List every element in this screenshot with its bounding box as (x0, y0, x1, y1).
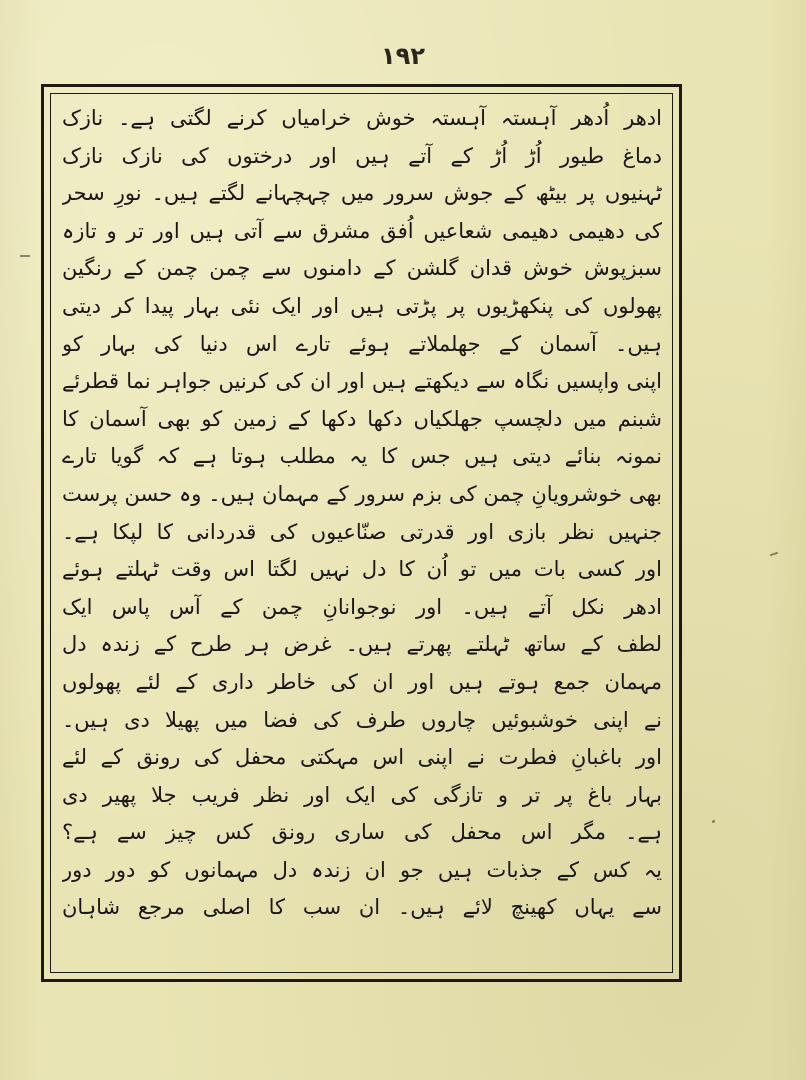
text-line: شبنم میں دلچسپ جھلکیاں دکھا دکھا کے زمین کو بھی آسمان کا (62, 406, 662, 431)
text-line: سبزپوش خوش قدان گلشن کے دامنوں سے چمن چمن کے رنگین (62, 256, 662, 281)
text-line: یہ کس کے جذبات ہیں جو ان زندہ دل مہمانوں کو دور دور (62, 857, 662, 882)
text-line: پھولوں کی پنکھڑیوں پر پڑتی ہیں اور ایک نئی بہار پیدا کر دیتی (62, 293, 662, 318)
text-line: لطف کے ساتھ ٹہلتے پھرتے ہیں۔ غرض ہر طرح کے زندہ دل (62, 632, 662, 657)
paper-speck (20, 255, 30, 257)
text-line: اور باغبانِ فطرت نے اپنی اس مہکتی محفل کی رونق کے لئے (62, 745, 662, 770)
text-line: کی دھیمی دھیمی شعاعیں اُفق مشرق سے آتی ہیں اور تر و تازہ (62, 218, 662, 243)
text-line: اپنی واپسیں نگاہ سے دیکھتے ہیں اور ان کی کرنیں جواہر نما قطرئے (62, 369, 662, 394)
text-line: جنہیں نظر بازی اور قدرتی صنّاعیوں کی قدردانی کا لپکا ہے۔ (62, 519, 662, 544)
text-line: مہمان جمع ہوتے ہیں اور ان کی خاطر داری کے لئے پھولوں (62, 669, 662, 694)
text-line: بھی خوشرویانِ چمن کی بزم سرور کے مہمان ہیں۔ وہ حسن پرست (62, 481, 662, 506)
paper-speck (770, 552, 778, 557)
text-line: بہار باغ پر تر و تازگی کی ایک اور نظر فریب جلا پھیر دی (62, 782, 662, 807)
text-line: ادھر اُدھر آہستہ آہستہ خوش خرامیاں کرنے لگتی ہے۔ نازک (62, 106, 662, 130)
text-line: نمونہ بنائے دیتی ہیں جس کا یہ مطلب ہوتا ہے کہ گویا تارے (62, 444, 662, 469)
text-line: ادھر نکل آتے ہیں۔ اور نوجوانانِ چمن کے آس پاس ایک (62, 594, 662, 619)
text-line: ہے۔ مگر اس محفل کی ساری رونق کس چیز سے ہے؟ (62, 820, 662, 845)
body-text (62, 100, 662, 966)
text-line: دماغ طیور اُڑ اُڑ کے آتے ہیں اور درختوں کی نازک نازک (62, 143, 662, 168)
paper-speck (712, 820, 715, 823)
page-number: ۱۹۲ (381, 42, 425, 70)
text-line: ٹہنیوں پر بیٹھ کے جوش سرور میں چہچہانے لگتے ہیں۔ نورِ سحر (62, 181, 662, 206)
text-line: سے یہاں کھینچ لائے ہیں۔ ان سب کا اصلی مرجع شاہان (62, 895, 662, 920)
text-line: اور کسی بات میں تو اُن کا دل نہیں لگتا اس وقت ٹہلتے ہوئے (62, 557, 662, 582)
text-line: ہیں۔ آسمان کے جھلملاتے ہوئے تارے اس دنیا کی بہار کو (62, 331, 662, 356)
text-line: نے اپنی خوشبوئیں چاروں طرف کی فضا میں پھیلا دی ہیں۔ (62, 707, 662, 732)
